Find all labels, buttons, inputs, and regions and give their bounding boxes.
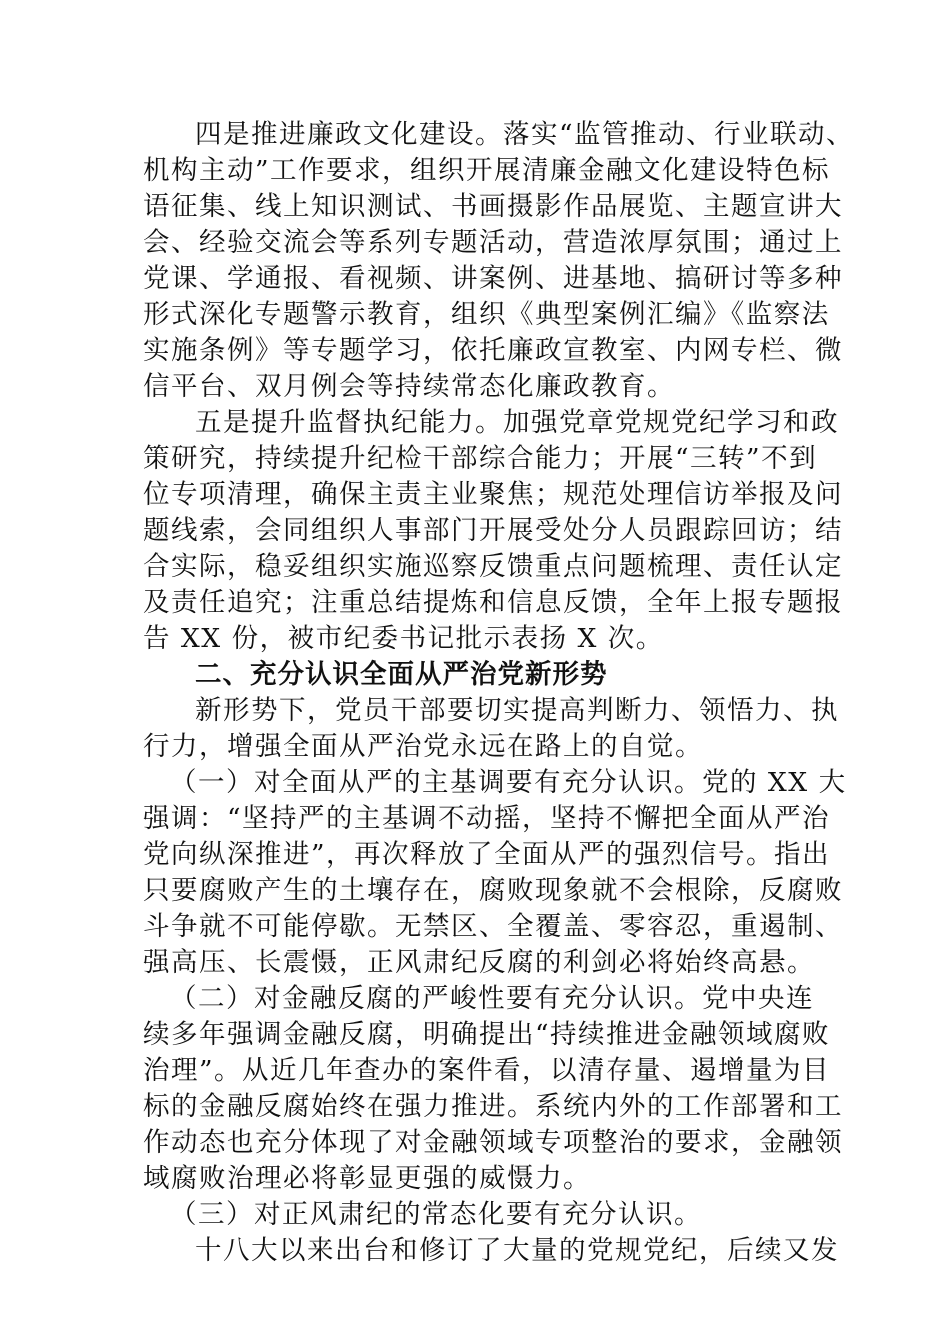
paragraph-line: 合实际，稳妥组织实施巡察反馈重点问题梳理、责任认定 [143,551,843,582]
paragraph-line: 党课、学通报、看视频、讲案例、进基地、搞研讨等多种 [143,263,843,294]
paragraph-line: 位专项清理，确保主责主业聚焦；规范处理信访举报及问 [143,479,843,510]
paragraph-line: 续多年强调金融反腐，明确提出“持续推进金融领域腐败 [143,1019,831,1050]
paragraph-line: 强高压、长震慑，正风肃纪反腐的利剑必将始终高悬。 [143,947,815,978]
paragraph-line: 治理”。从近几年查办的案件看，以清存量、遏增量为目 [143,1055,831,1086]
paragraph-line: 五是提升监督执纪能力。加强党章党规党纪学习和政 [195,407,839,438]
paragraph-line: 语征集、线上知识测试、书画摄影作品展览、主题宣讲大 [143,191,843,222]
paragraph-line: 题线索，会同组织人事部门开展受处分人员跟踪回访；结 [143,515,843,546]
paragraph-line: 会、经验交流会等系列专题活动，营造浓厚氛围；通过上 [143,227,843,258]
paragraph-line: 作动态也充分体现了对金融领域专项整治的要求，金融领 [143,1127,843,1158]
paragraph-line: 机构主动”工作要求，组织开展清廉金融文化建设特色标 [143,155,831,186]
paragraph-line: 及责任追究；注重总结提炼和信息反馈，全年上报专题报 [143,587,843,618]
paragraph-line: （三）对正风肃纪的常态化要有充分认识。 [170,1199,702,1230]
paragraph-line: 新形势下，党员干部要切实提高判断力、领悟力、执 [195,695,839,726]
paragraph-line: 党向纵深推进”，再次释放了全面从严的强烈信号。指出 [143,839,831,870]
paragraph-line: 标的金融反腐始终在强力推进。系统内外的工作部署和工 [143,1091,843,1122]
paragraph-line: 告 XX 份，被市纪委书记批示表扬 X 次。 [143,623,664,654]
paragraph-line: 信平台、双月例会等持续常态化廉政教育。 [143,371,675,402]
paragraph-line: （一）对全面从严的主基调要有充分认识。党的 XX 大 [170,767,847,798]
paragraph-line: 域腐败治理必将彰显更强的威慑力。 [143,1163,591,1194]
paragraph-line: 强调：“坚持严的主基调不动摇，坚持不懈把全面从严治 [143,803,831,834]
paragraph-line: 只要腐败产生的土壤存在，腐败现象就不会根除，反腐败 [143,875,843,906]
paragraph-line: 策研究，持续提升纪检干部综合能力；开展“三转”不到 [143,443,818,474]
paragraph-line: 形式深化专题警示教育，组织《典型案例汇编》《监察法 [143,299,830,330]
section-heading: 二、充分认识全面从严治党新形势 [195,659,608,690]
paragraph-line: （二）对金融反腐的严峻性要有充分认识。党中央连 [170,983,814,1014]
paragraph-line: 四是推进廉政文化建设。落实“监管推动、行业联动、 [195,119,855,150]
paragraph-line: 十八大以来出台和修订了大量的党规党纪，后续又发 [195,1235,839,1266]
paragraph-line: 实施条例》等专题学习，依托廉政宣教室、内网专栏、微 [143,335,843,366]
paragraph-line: 行力，增强全面从严治党永远在路上的自觉。 [143,731,703,762]
paragraph-line: 斗争就不可能停歇。无禁区、全覆盖、零容忍，重遏制、 [143,911,843,942]
